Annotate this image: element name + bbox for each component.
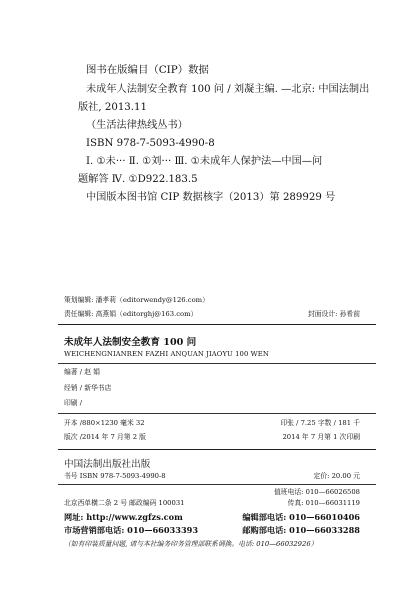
book-format: 开本 /880×1230 毫米 32 <box>64 419 145 427</box>
author: 编著 / 赵 娟 <box>64 368 100 376</box>
cip-classification-line-2: 题解答 Ⅳ. ①D922.183.5 <box>78 174 198 185</box>
responsible-editor: 责任编辑: 高燕娟（editorghj@163.com） <box>64 310 198 318</box>
cip-series-line: （生活法律热线丛书） <box>86 120 188 131</box>
divider-title <box>58 363 376 364</box>
planning-editor: 策划编辑: 潘孝莉（editorwendy@126.com） <box>64 296 209 304</box>
fax: 传真: 010—66031119 <box>287 499 360 507</box>
duty-phone: 值班电话: 010—66026508 <box>273 488 360 496</box>
cip-publisher-line: 版社, 2013.11 <box>78 102 147 113</box>
printing: 2014 年 7 月第 1 次印刷 <box>282 433 360 441</box>
cip-classification-line: Ⅰ. ①未··· Ⅱ. ①刘··· Ⅲ. ①未成年人保护法—中国—问 <box>86 156 323 167</box>
editorial-phone: 编辑部电话: 010—66010406 <box>242 512 360 522</box>
quality-notice: （如有印装质量问题, 请与本社编务印务管理部联系调换。电话: 010—66032926） <box>64 540 318 548</box>
cip-record-number: 中国版本图书馆 CIP 数据核字（2013）第 289929 号 <box>86 192 336 203</box>
edition: 版次 /2014 年 7 月第 2 版 <box>64 433 146 441</box>
distributor: 经销 / 新华书店 <box>64 384 112 392</box>
isbn: 书号 ISBN 978-7-5093-4990-8 <box>64 472 166 480</box>
cip-heading: 图书在版编目（CIP）数据 <box>86 64 209 76</box>
divider-publisher <box>58 449 376 450</box>
book-title-pinyin: WEICHENGNIANREN FAZHI ANQUAN JIAOYU 100 WEN <box>64 350 269 358</box>
divider-contact <box>58 484 376 485</box>
printer: 印刷 / <box>64 399 83 407</box>
book-title: 未成年人法制安全教育 100 问 <box>64 337 197 348</box>
website: 网址: http://www.zgfzs.com <box>64 512 183 522</box>
marketing-phone: 市场营销部电话: 010—66033393 <box>64 525 199 535</box>
cip-title-line: 未成年人法制安全教育 100 问 / 刘凝主编. —北京: 中国法制出 <box>86 84 370 95</box>
mail-order-phone: 邮购部电话: 010—66033288 <box>242 525 360 535</box>
price: 定价: 20.00 元 <box>313 472 360 480</box>
cover-designer: 封面设计: 孙希前 <box>307 310 360 318</box>
divider-specs <box>58 413 376 414</box>
cip-isbn-line: ISBN 978-7-5093-4990-8 <box>86 138 215 149</box>
divider-top <box>58 324 376 325</box>
address: 北京西单横二条 2 号 邮政编码 100031 <box>64 499 185 507</box>
sheets-and-wordcount: 印张 / 7.25 字数 / 181 千 <box>280 419 360 427</box>
publisher-name: 中国法制出版社出版 <box>64 459 151 470</box>
